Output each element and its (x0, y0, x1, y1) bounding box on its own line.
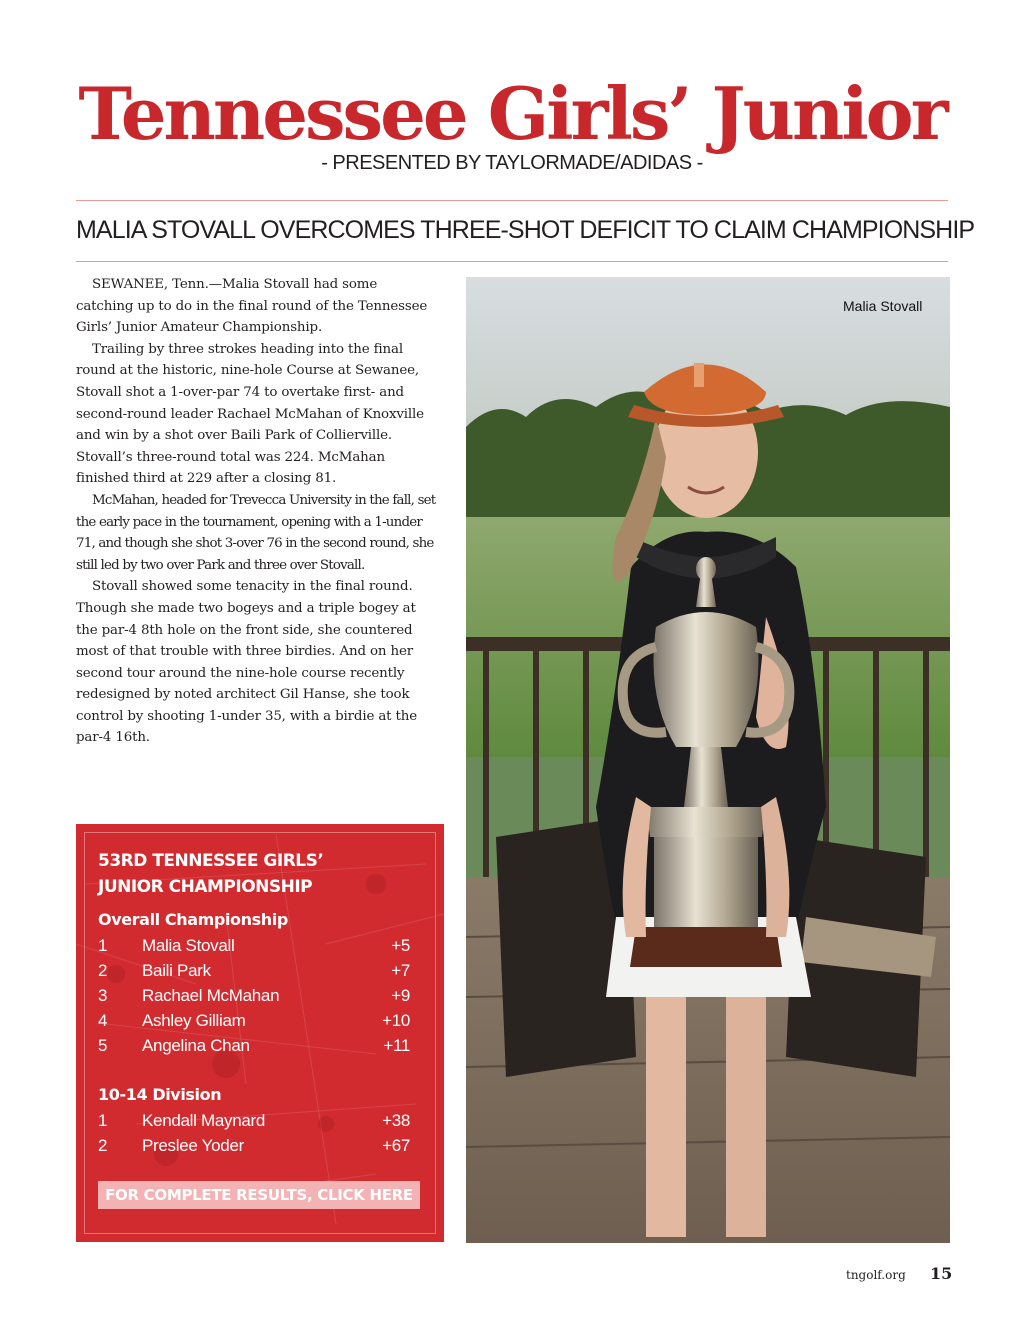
article-paragraph: Stovall showed some tenacity in the final round. Though she made two bogeys and a triple bogey at the par-4 8th hole on the front side, she countered most of that trouble with three birdies. And on her second tour around the nine-hole course recently redesigned by noted architect Gil Hanse, she took control by shooting 1-under 35, with a birdie at the par-4 16th. (76, 579, 417, 746)
article-paragraph: McMahan, headed for Trevecca University in the fall, set the early pace in the tournament, opening with a 1-under 71, and though she shot 3-over 76 in the second round, she still led by two over Park and three over Stovall. (76, 492, 436, 573)
result-position: 2 (98, 1136, 108, 1155)
result-score: +11 (383, 1036, 410, 1055)
result-position: 3 (98, 986, 108, 1005)
champion-photo (466, 277, 950, 1243)
divider-top (76, 200, 948, 201)
result-name: Malia Stovall (142, 936, 235, 955)
page-number: 15 (930, 1264, 953, 1283)
result-score: +10 (382, 1011, 410, 1030)
result-score: +67 (382, 1136, 410, 1155)
result-position: 1 (98, 1111, 108, 1130)
article-paragraph: SEWANEE, Tenn.—Malia Stovall had some catching up to do in the final round of the Tennessee Girls’ Junior Amateur Championship. (76, 277, 428, 336)
results-row (98, 1111, 410, 1135)
results-row (98, 1136, 410, 1160)
results-row (98, 986, 410, 1010)
article-paragraph: Trailing by three strokes heading into the final round at the historic, nine-hole Course at Sewanee, Stovall shot a 1-over-par 74 to overtake first- and second-round leader Rachael McMahan of Knoxville and win by a shot over Baili Park of Collierville. Stovall’s three-round total was 224. McMahan finished third at 229 after a closing 81. (76, 341, 424, 487)
results-title-line2: JUNIOR CHAMPIONSHIP (98, 877, 313, 897)
result-name: Baili Park (142, 961, 211, 980)
result-name: Angelina Chan (142, 1036, 250, 1055)
divider-bottom (76, 261, 948, 262)
result-name: Ashley Gilliam (142, 1011, 246, 1030)
results-box (76, 824, 444, 1242)
complete-results-link[interactable]: FOR COMPLETE RESULTS, CLICK HERE (98, 1181, 420, 1209)
result-position: 5 (98, 1036, 108, 1055)
article-headline: MALIA STOVALL OVERCOMES THREE-SHOT DEFICIT TO CLAIM CHAMPIONSHIP (76, 216, 975, 244)
result-score: +38 (382, 1111, 410, 1130)
result-position: 1 (98, 936, 108, 955)
result-position: 2 (98, 961, 108, 980)
photo-illustration (466, 277, 950, 1243)
results-row (98, 1036, 410, 1060)
result-position: 4 (98, 1011, 108, 1030)
photo-caption: Malia Stovall (843, 298, 923, 314)
footer-site: tngolf.org (846, 1268, 906, 1282)
results-title-line1: 53RD TENNESSEE GIRLS’ (98, 851, 324, 871)
presented-by: - PRESENTED BY TAYLORMADE/ADIDAS - (321, 152, 703, 174)
page-title: Tennessee Girls’ Junior (78, 71, 946, 156)
results-row (98, 1011, 410, 1035)
result-score: +5 (391, 936, 410, 955)
overall-heading: Overall Championship (98, 910, 288, 929)
result-score: +9 (391, 986, 410, 1005)
results-row (98, 936, 410, 960)
result-name: Preslee Yoder (142, 1136, 244, 1155)
result-score: +7 (391, 961, 410, 980)
division-heading: 10-14 Division (98, 1085, 222, 1104)
result-name: Kendall Maynard (142, 1111, 266, 1130)
article-body (76, 274, 438, 749)
result-name: Rachael McMahan (142, 986, 280, 1005)
results-row (98, 961, 410, 985)
